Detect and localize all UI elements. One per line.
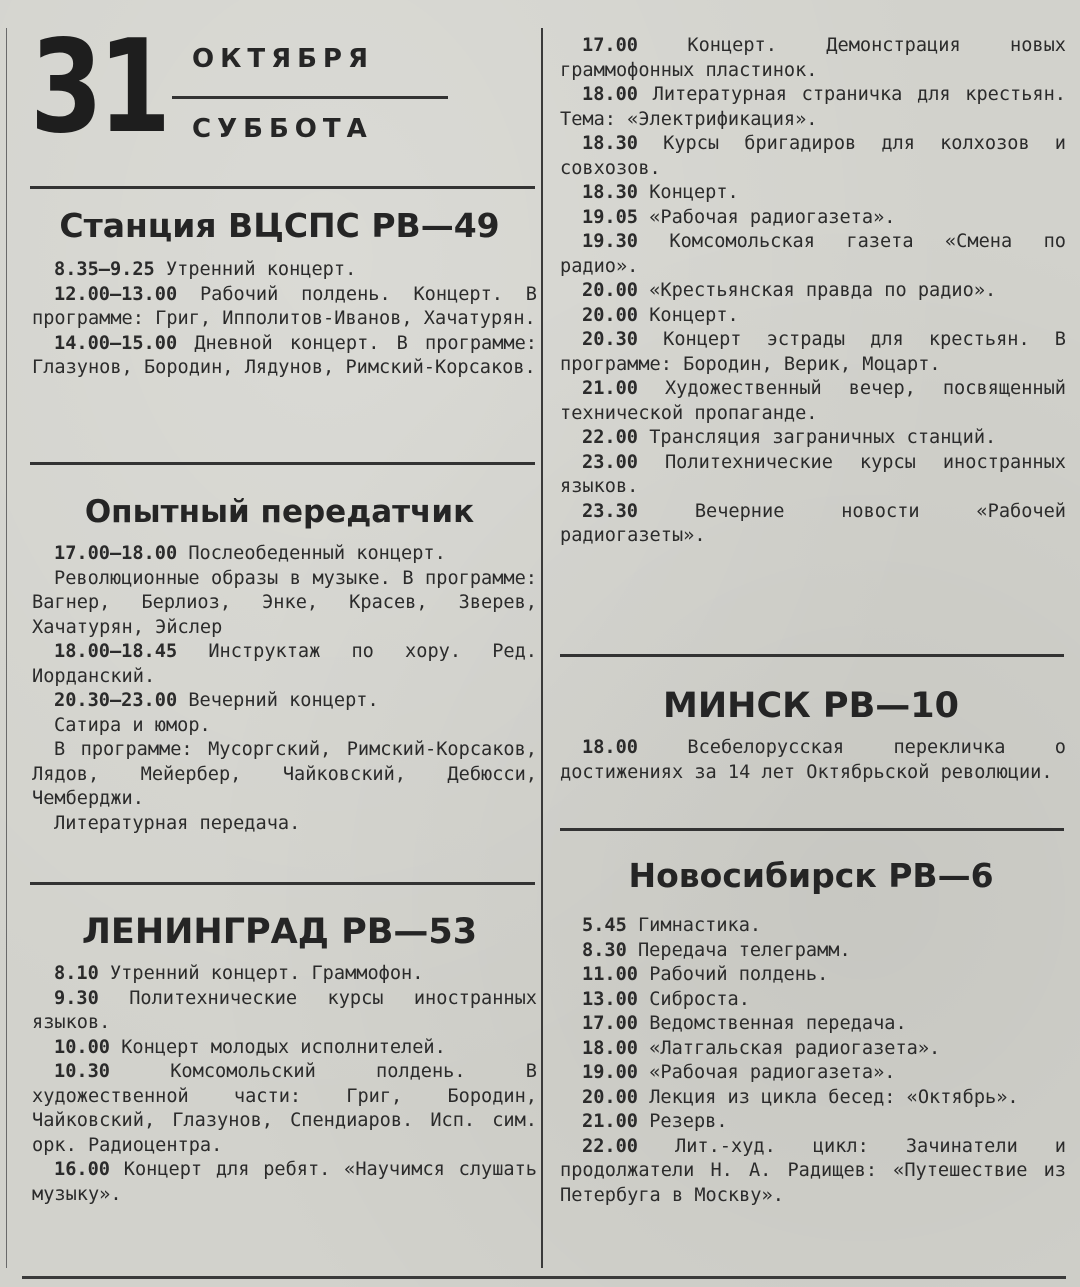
program-line: 8.30 Передача телеграмм. bbox=[582, 939, 851, 961]
section-rule bbox=[30, 882, 535, 885]
program-line: 19.05 «Рабочая радиогазета». bbox=[582, 206, 896, 228]
station-title-vcsps: Станция ВЦСПС РВ—49 bbox=[59, 206, 500, 245]
section-rule bbox=[30, 462, 535, 465]
program-line: Революционные образы в музыке. В программе: Вагнер, Берлиоз, Энке, Красев, Зверев, Хачатурян, Эйслер bbox=[32, 567, 537, 638]
program-line: 16.00 Концерт для ребят. «Научимся слушать музыку». bbox=[32, 1159, 537, 1205]
station-title-leningrad: ЛЕНИНГРАД РВ—53 bbox=[81, 912, 478, 952]
program-line: 23.30 Вечерние новости «Рабочей радиогазеты». bbox=[560, 500, 1066, 546]
program-line: 21.00 Художественный вечер, посвященный технической пропаганде. bbox=[560, 378, 1066, 424]
program-line: 18.30 Курсы бригадиров для колхозов и совхозов. bbox=[560, 133, 1066, 179]
section-rule bbox=[560, 654, 1064, 657]
program-line: В программе: Мусоргский, Римский-Корсаков, Лядов, Мейербер, Чайковский, Дебюсси, Чемберджи. bbox=[32, 739, 537, 809]
program-line: 20.00 «Крестьянская правда по радио». bbox=[582, 280, 997, 301]
program-line: Литературная передача. bbox=[54, 812, 301, 834]
program-line: 17.00—18.00 Послеобеденный концерт. bbox=[54, 543, 446, 564]
program-line: 18.00—18.45 Инструктаж по хору. Ред. Иорданский. bbox=[32, 641, 537, 687]
month-name: ОКТЯБРЯ bbox=[192, 44, 375, 74]
section-rule bbox=[560, 828, 1064, 831]
program-line: 20.30—23.00 Вечерний концерт. bbox=[54, 690, 379, 711]
program-line: 18.00 Литературная страничка для крестьян. Тема: «Электрификация». bbox=[560, 84, 1066, 130]
program-line: 12.00—13.00 Рабочий полдень. Концерт. В программе: Григ, Ипполитов-Иванов, Хачатурян. bbox=[32, 283, 537, 329]
program-line: 21.00 Резерв. bbox=[582, 1111, 728, 1132]
column-divider bbox=[541, 28, 543, 1268]
program-line: 18.30 Концерт. bbox=[582, 182, 739, 203]
program-line: 8.10 Утренний концерт. Граммофон. bbox=[54, 963, 424, 984]
program-line: 18.00 Всебелорусская перекличка о достижениях за 14 лет Октябрьской революции. bbox=[560, 737, 1066, 783]
bottom-rule bbox=[22, 1276, 1066, 1279]
day-number: 31 bbox=[30, 13, 167, 162]
program-line: Сатира и юмор. bbox=[54, 714, 211, 736]
program-line: 13.00 Сиброста. bbox=[582, 988, 750, 1010]
program-line: 20.00 Концерт. bbox=[582, 304, 739, 326]
program-line: 10.30 Комсомольский полдень. В художественной части: Григ, Бородин, Чайковский, Глазунов, Спендиаров. Исп. сим. орк. Радиоцентра. bbox=[32, 1061, 537, 1156]
program-line: 14.00—15.00 Дневной концерт. В программе: Глазунов, Бородин, Лядунов, Римский-Корсаков. bbox=[32, 332, 537, 378]
program-leningrad-continued bbox=[560, 34, 1066, 549]
program-leningrad bbox=[32, 962, 537, 1207]
program-line: 11.00 Рабочий полдень. bbox=[582, 964, 829, 985]
program-line: 10.00 Концерт молодых исполнителей. bbox=[54, 1036, 446, 1058]
program-line: 18.00 «Латгальская радиогазета». bbox=[582, 1037, 941, 1059]
program-novosibirsk bbox=[560, 914, 1066, 1208]
program-minsk bbox=[560, 736, 1066, 785]
section-rule bbox=[30, 186, 535, 189]
program-line: 17.00 Концерт. Демонстрация новых граммофонных пластинок. bbox=[560, 35, 1066, 81]
date-divider bbox=[172, 96, 448, 99]
program-line: 20.30 Концерт эстрады для крестьян. В программе: Бородин, Верик, Моцарт. bbox=[560, 329, 1066, 375]
program-line: 23.00 Политехнические курсы иностранных языков. bbox=[560, 451, 1066, 497]
program-line: 9.30 Политехнические курсы иностранных языков. bbox=[32, 987, 537, 1033]
program-experimental bbox=[32, 542, 537, 836]
program-line: 8.35—9.25 Утренний концерт. bbox=[54, 259, 357, 280]
program-line: 5.45 Гимнастика. bbox=[582, 915, 762, 936]
date-header bbox=[30, 13, 450, 162]
station-title-experimental: Опытный передатчик bbox=[84, 494, 475, 530]
station-title-novosibirsk: Новосибирск РВ—6 bbox=[628, 856, 994, 895]
program-vcsps bbox=[32, 258, 537, 381]
program-line: 19.30 Комсомольская газета «Смена по радио». bbox=[560, 231, 1066, 277]
program-line: 20.00 Лекция из цикла бесед: «Октябрь». bbox=[582, 1086, 1019, 1108]
station-title-minsk: МИНСК РВ—10 bbox=[663, 686, 959, 726]
weekday-name: СУББОТА bbox=[192, 114, 373, 144]
left-edge-rule bbox=[6, 28, 7, 1268]
program-line: 19.00 «Рабочая радиогазета». bbox=[582, 1062, 896, 1083]
program-line: 22.00 Трансляция заграничных станций. bbox=[582, 427, 997, 448]
program-line: 22.00 Лит.-худ. цикл: Зачинатели и продолжатели Н. А. Радищев: «Путешествие из Петербуга в Москву». bbox=[560, 1135, 1066, 1206]
program-line: 17.00 Ведомственная передача. bbox=[582, 1013, 907, 1034]
